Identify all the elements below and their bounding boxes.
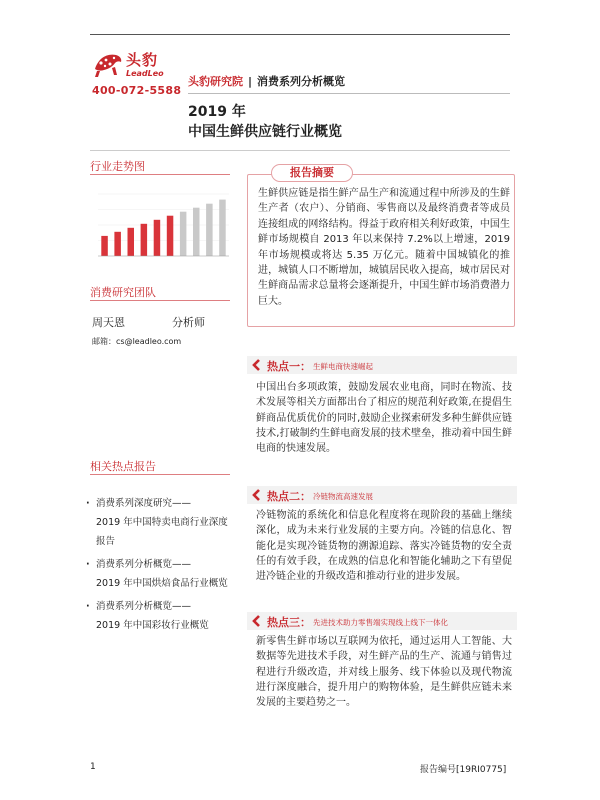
hotspot-2-text: 冷链物流的系统化和信息化程度将在现阶段的基础上继续深化，成为未来行业发展的主要方向。冷链的信息化、智能化是实现冷链货物的溯源追踪、落实冷链货物的安全责任的有效手段，在成熟的信息化和智能化辅助之下有望促进冷链企业的升级改造和推动行业的进步发展。 — [256, 510, 512, 583]
header-rule — [188, 93, 510, 94]
hotspot-1-subtitle: 生鲜电商快速崛起 — [313, 362, 373, 371]
hotspot-2-header — [247, 486, 517, 504]
trend-chart — [90, 180, 235, 266]
header-separator: | — [248, 75, 253, 88]
team-heading: 消费研究团队 — [90, 286, 156, 299]
analyst-role: 分析师 — [172, 316, 205, 329]
header-series: 消费系列分析概览 — [257, 75, 346, 88]
chart-bar — [206, 204, 213, 256]
chart-bar — [141, 224, 148, 256]
chart-bar — [154, 220, 161, 256]
chart-bar — [167, 216, 174, 256]
trend-chart-svg — [90, 180, 235, 266]
related-category[interactable]: · 消费系列分析概览—— — [86, 555, 236, 574]
analyst-email: 邮箱：cs@leadleo.com — [92, 337, 182, 346]
hotspot-1-label: 热点一： — [267, 360, 311, 373]
related-category[interactable]: · 消费系列深度研究—— — [86, 494, 236, 513]
team-rule — [90, 300, 230, 301]
hotspot-2-label: 热点二： — [267, 490, 311, 503]
hotspot-2-subtitle: 冷链物流高速发展 — [313, 492, 373, 501]
related-rule — [90, 474, 230, 475]
related-category[interactable]: · 消费系列分析概览—— — [86, 597, 236, 616]
brand-logo — [92, 47, 182, 83]
summary-label: 报告摘要 — [271, 164, 353, 182]
trend-heading: 行业走势图 — [90, 160, 145, 173]
hotspot-1-text: 中国出台多项政策，鼓励发展农业电商，同时在物流、技术发展等相关方面都出台了相应的规范利好政策,在提倡生鲜商品优质优价的同时,鼓励企业探索研发多种生鲜供应链技术,打破制约生鲜电商发展的技术壁垒，推动着中国生鲜电商的快速发展。 — [256, 382, 512, 455]
chart-bar — [101, 236, 108, 256]
chart-bar — [128, 228, 135, 256]
chart-bar — [180, 212, 187, 256]
hotspot-3-text: 新零售生鲜市场以互联网为依托，通过运用人工智能、大数据等先进技术手段，对生鲜产品的生产、流通与销售过程进行升级改造，并对线上服务、线下体验以及现代物流进行深度融合，提升用户的购物体验，是生鲜供应链未来发展的主要趋势之一。 — [256, 636, 512, 709]
report-number: 报告编号[19RI0775] — [420, 765, 507, 775]
chart-bar — [219, 200, 226, 256]
analyst-name: 周天恩 — [92, 316, 125, 329]
chart-bar — [114, 232, 121, 256]
related-heading: 相关热点报告 — [90, 460, 156, 473]
hotspot-3-label: 热点三： — [267, 616, 311, 629]
brand-name-en: LeadLeo — [126, 69, 164, 78]
hotspot-1-header — [247, 356, 517, 374]
page-number: 1 — [90, 762, 96, 772]
title-rule — [90, 150, 510, 151]
trend-rule — [90, 174, 230, 175]
related-report-link[interactable]: 2019 年中国特卖电商行业深度报告 — [96, 517, 228, 547]
hotspot-3-header — [247, 612, 517, 630]
chevron-left-icon — [251, 489, 263, 501]
chart-bar — [193, 208, 200, 256]
title-year: 2019 年 — [188, 104, 246, 120]
related-report-link[interactable]: 2019 年中国彩妆行业概览 — [96, 620, 209, 631]
chevron-left-icon — [251, 615, 263, 627]
hotspot-3-subtitle: 先进技术助力零售端实现线上线下一体化 — [313, 618, 448, 627]
related-report-link[interactable]: 2019 年中国烘焙食品行业概览 — [96, 578, 228, 589]
chevron-left-icon — [251, 359, 263, 371]
header-institute: 头豹研究院 — [188, 75, 243, 88]
brand-name-cn: 头豹 — [126, 51, 159, 69]
top-rule — [90, 34, 510, 35]
header-line — [188, 73, 345, 89]
brand-phone: 400-072-5588 — [92, 84, 182, 97]
summary-text: 生鲜供应链是指生鲜产品生产和流通过程中所涉及的生鲜生产者（农户）、分销商、零售商以及最终消费者等成员连接组成的网络结构。得益于政府相关利好政策，中国生鲜市场规模自 2013 年以来保持 7.2%以上增速，2019 年市场规模或将达 5.35 万亿元。随着中国城镇化的推进，城镇人口不断增加，城镇居民收入提高，城市居民对生鲜商品需求总量将会逐渐提升，中国生鲜市场消费潜力巨大。 — [258, 188, 510, 307]
page-title: 中国生鲜供应链行业概览 — [188, 124, 342, 140]
related-reports-list — [86, 494, 236, 639]
leopard-logo-icon — [92, 47, 124, 79]
